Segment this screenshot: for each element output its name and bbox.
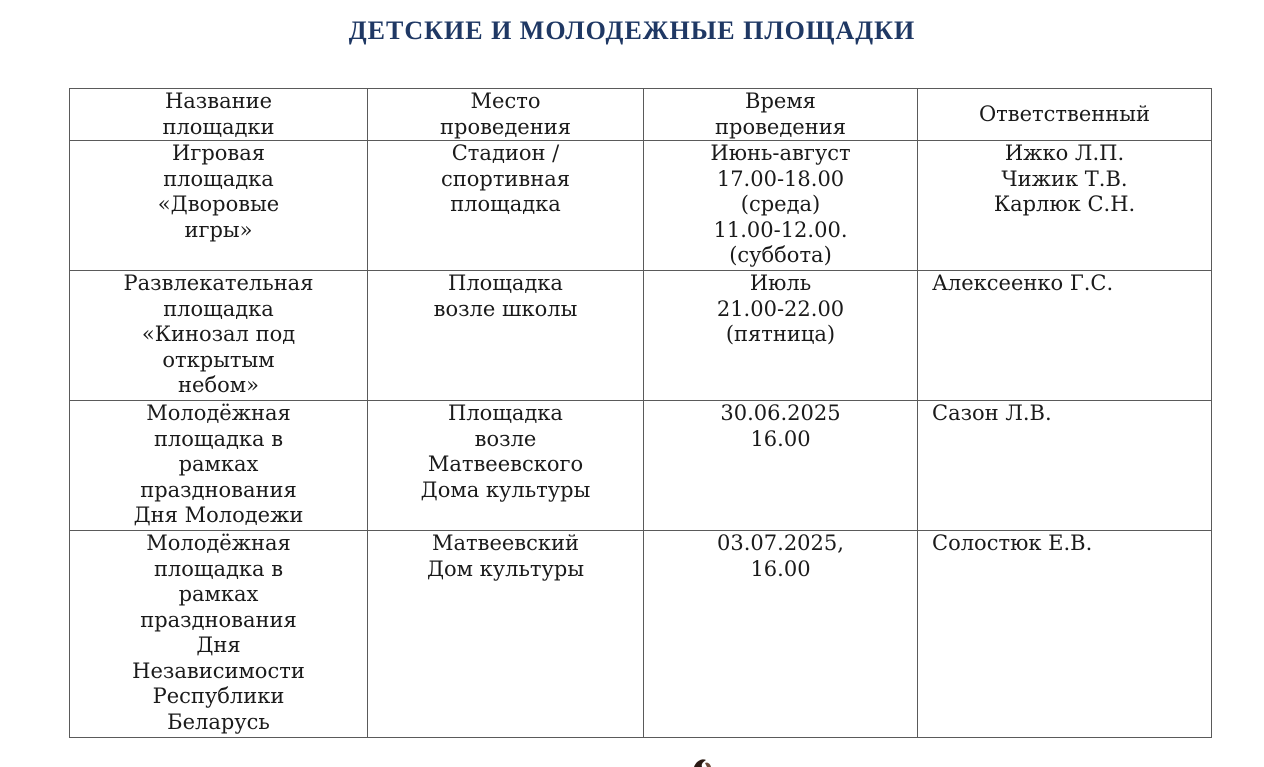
cell-responsible: Солостюк Е.В. — [918, 531, 1212, 738]
cell-time: 30.06.2025 16.00 — [644, 401, 918, 531]
header-responsible: Ответственный — [918, 89, 1212, 141]
header-place: Место проведения — [368, 89, 644, 141]
cell-name: Развлекательная площадка «Кинозал под открытым небом» — [70, 271, 368, 401]
schedule-table — [69, 88, 1212, 738]
table-row — [70, 271, 1212, 401]
cell-place: Матвеевский Дом культуры — [368, 531, 644, 738]
header-name: Название площадки — [70, 89, 368, 141]
cell-responsible: Алексеенко Г.С. — [918, 271, 1212, 401]
cell-time: Июль 21.00-22.00 (пятница) — [644, 271, 918, 401]
table-header-row — [70, 89, 1212, 141]
cell-time: 03.07.2025, 16.00 — [644, 531, 918, 738]
table-row — [70, 531, 1212, 738]
cell-responsible: Сазон Л.В. — [918, 401, 1212, 531]
cell-responsible: Ижко Л.П. Чижик Т.В. Карлюк С.Н. — [918, 141, 1212, 271]
cell-time: Июнь-август 17.00-18.00 (среда) 11.00-12.00. (суббота) — [644, 141, 918, 271]
cell-name: Молодёжная площадка в рамках празднования Дня Молодежи — [70, 401, 368, 531]
image-fragment-icon — [690, 758, 712, 767]
table-row — [70, 141, 1212, 271]
cell-name: Молодёжная площадка в рамках празднования Дня Независимости Республики Беларусь — [70, 531, 368, 738]
cell-place: Площадка возле школы — [368, 271, 644, 401]
cell-place: Площадка возле Матвеевского Дома культуры — [368, 401, 644, 531]
header-time: Время проведения — [644, 89, 918, 141]
cell-place: Стадион / спортивная площадка — [368, 141, 644, 271]
table-row — [70, 401, 1212, 531]
page-title: ДЕТСКИЕ И МОЛОДЕЖНЫЕ ПЛОЩАДКИ — [348, 16, 916, 45]
cell-name: Игровая площадка «Дворовые игры» — [70, 141, 368, 271]
